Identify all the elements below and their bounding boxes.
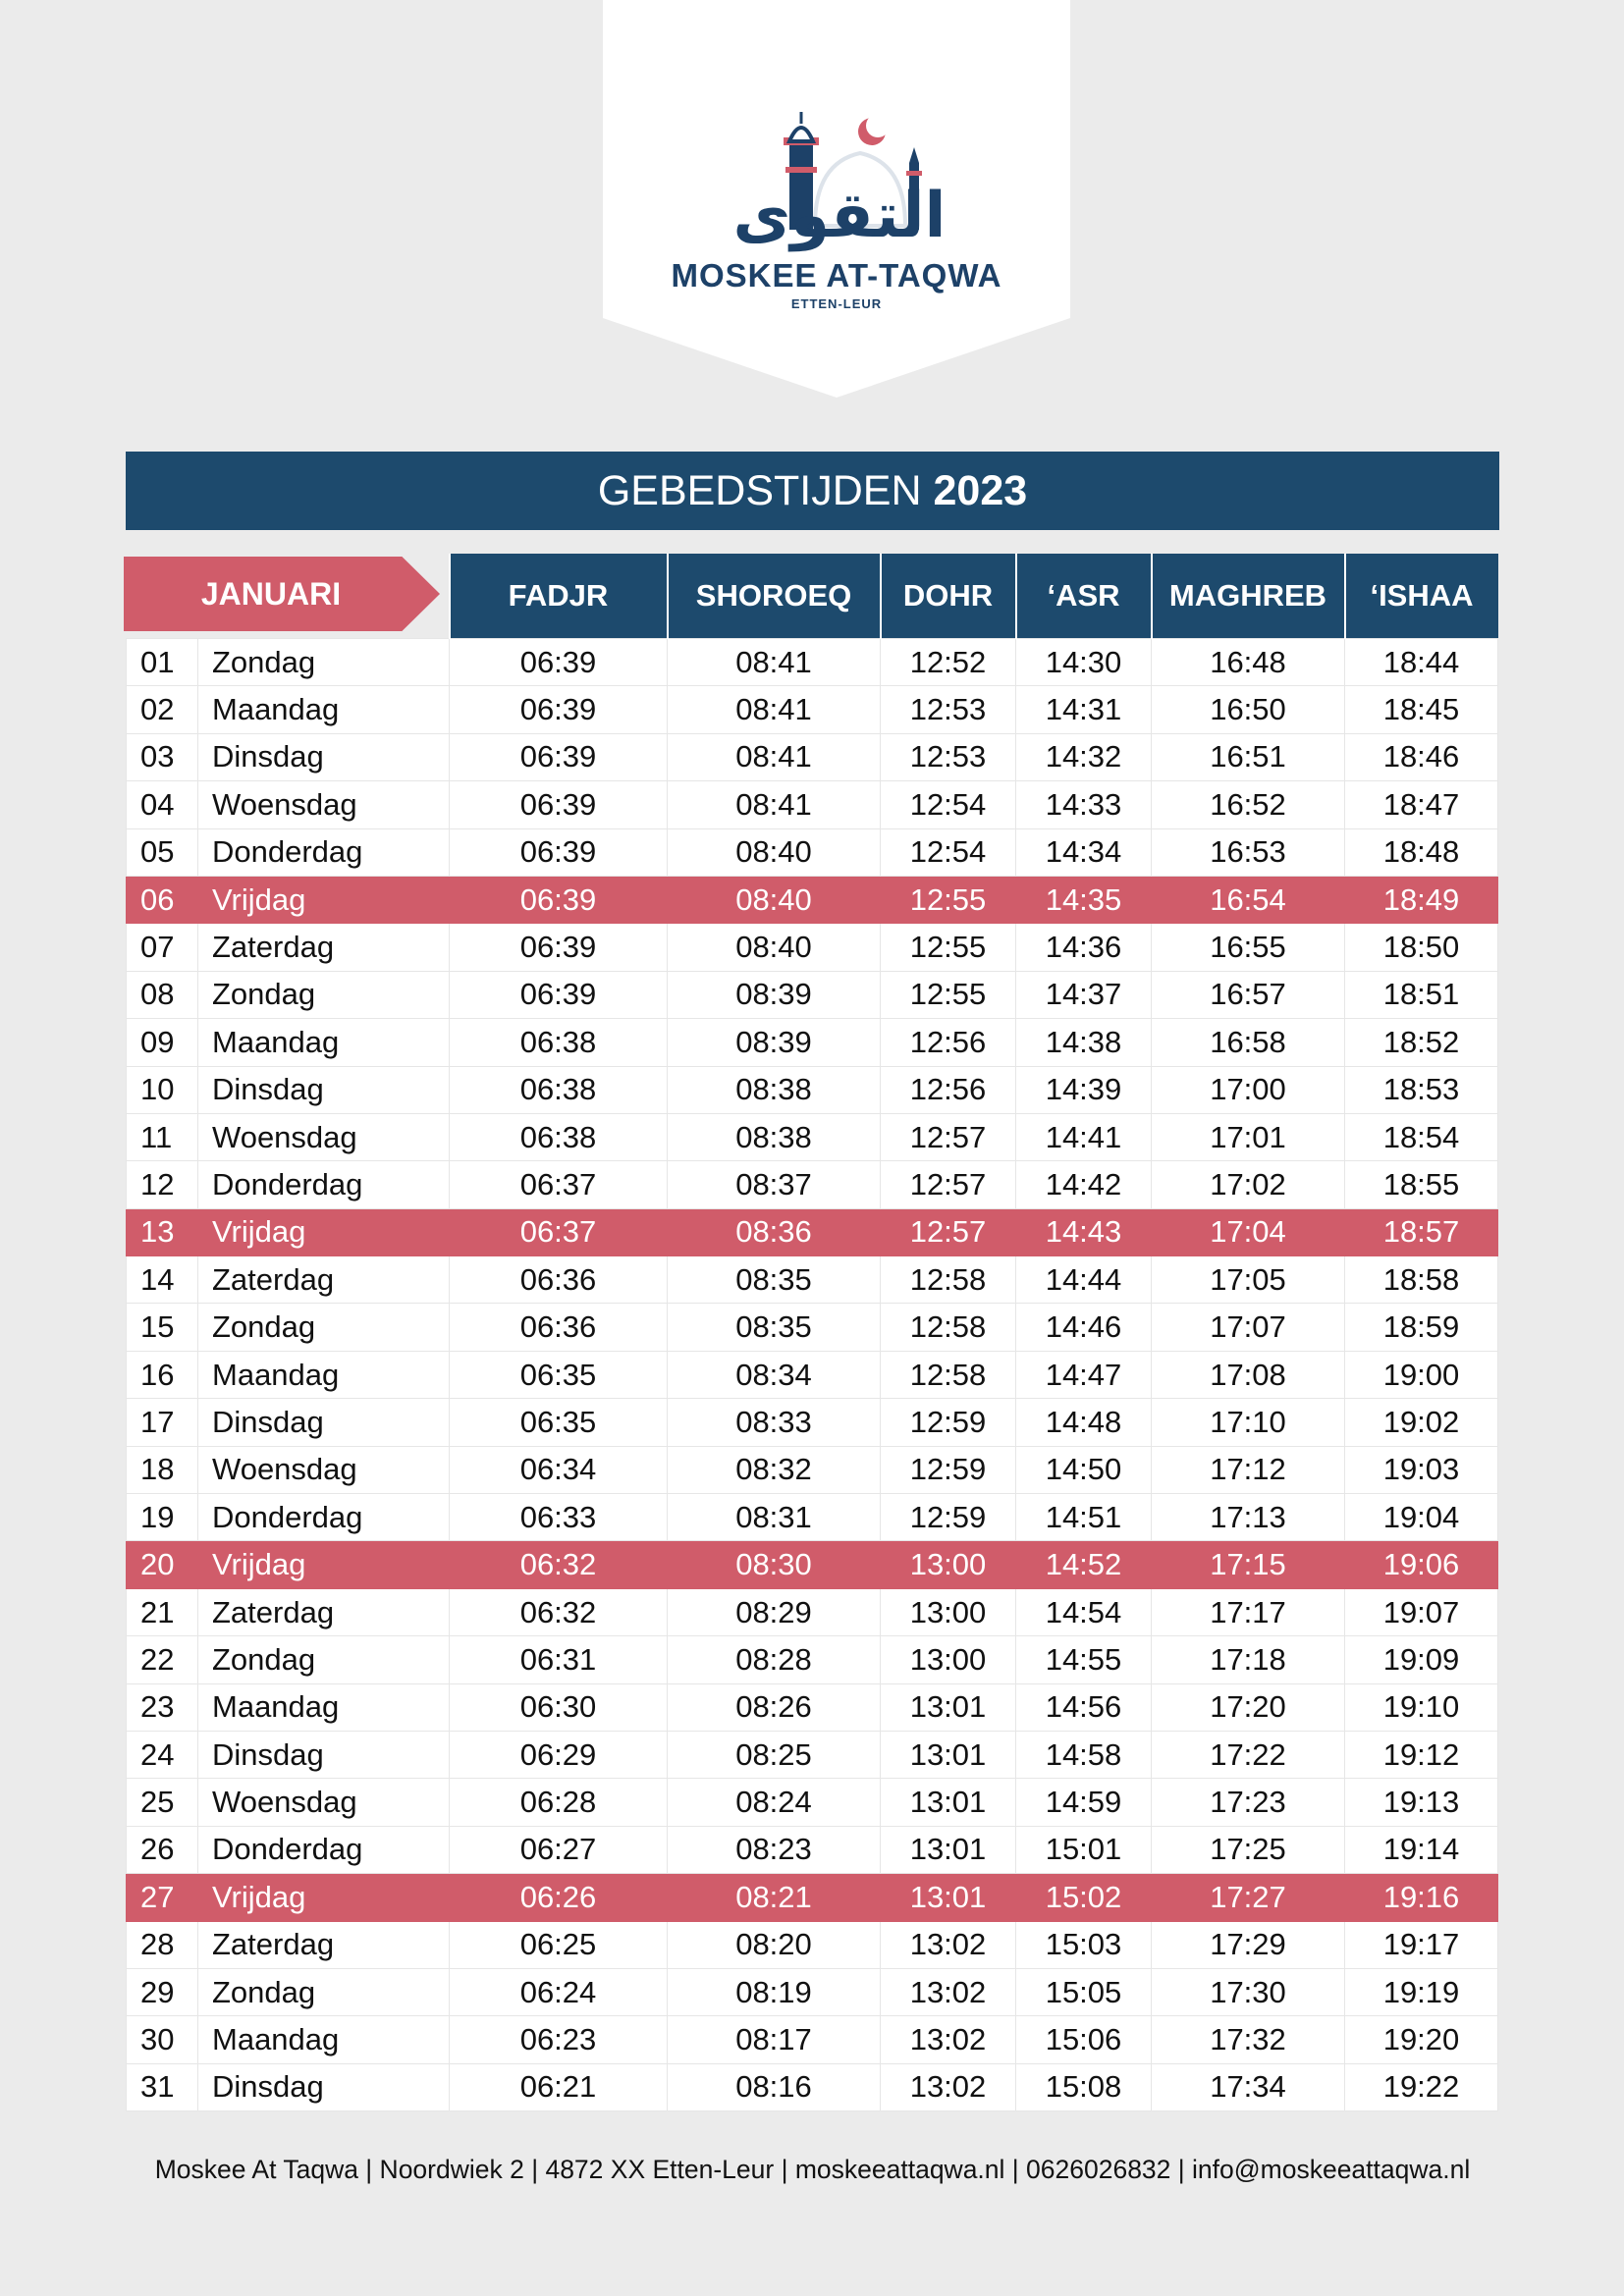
maghreb-time-cell: 17:10 — [1152, 1399, 1345, 1446]
day-number-cell: 12 — [127, 1161, 198, 1208]
day-number-cell: 15 — [127, 1304, 198, 1351]
table-row — [127, 2063, 1498, 2110]
ishaa-time-cell: 18:51 — [1345, 971, 1498, 1018]
maghreb-time-cell: 16:52 — [1152, 781, 1345, 828]
weekday-cell: Vrijdag — [198, 1541, 450, 1588]
ishaa-time-cell: 19:09 — [1345, 1636, 1498, 1683]
weekday-cell: Zondag — [198, 1968, 450, 2015]
maghreb-time-cell: 17:00 — [1152, 1066, 1345, 1113]
asr-time-cell: 14:48 — [1016, 1399, 1152, 1446]
shoroeq-time-cell: 08:36 — [668, 1208, 881, 1255]
day-number-cell: 06 — [127, 876, 198, 923]
dohr-time-cell: 13:01 — [881, 1826, 1016, 1873]
asr-time-cell: 14:37 — [1016, 971, 1152, 1018]
day-number-cell: 01 — [127, 639, 198, 686]
table-row — [127, 686, 1498, 733]
dohr-time-cell: 12:55 — [881, 924, 1016, 971]
shoroeq-time-cell: 08:40 — [668, 924, 881, 971]
shoroeq-time-cell: 08:39 — [668, 1019, 881, 1066]
day-number-cell: 23 — [127, 1683, 198, 1731]
weekday-cell: Dinsdag — [198, 1399, 450, 1446]
fadjr-time-cell: 06:27 — [450, 1826, 668, 1873]
asr-time-cell: 14:32 — [1016, 733, 1152, 780]
ishaa-time-cell: 18:50 — [1345, 924, 1498, 971]
day-number-cell: 13 — [127, 1208, 198, 1255]
ishaa-time-cell: 19:00 — [1345, 1351, 1498, 1398]
asr-time-cell: 14:47 — [1016, 1351, 1152, 1398]
title-year: 2023 — [933, 467, 1028, 514]
fadjr-time-cell: 06:39 — [450, 828, 668, 876]
weekday-cell: Zaterdag — [198, 1921, 450, 1968]
day-number-cell: 09 — [127, 1019, 198, 1066]
dohr-time-cell: 13:01 — [881, 1874, 1016, 1921]
ishaa-time-cell: 18:52 — [1345, 1019, 1498, 1066]
shoroeq-time-cell: 08:32 — [668, 1446, 881, 1493]
shoroeq-time-cell: 08:40 — [668, 828, 881, 876]
maghreb-time-cell: 17:01 — [1152, 1113, 1345, 1160]
asr-time-cell: 14:34 — [1016, 828, 1152, 876]
fadjr-time-cell: 06:32 — [450, 1541, 668, 1588]
fadjr-time-cell: 06:30 — [450, 1683, 668, 1731]
prayer-times-table — [126, 554, 1498, 2111]
shoroeq-time-cell: 08:17 — [668, 2016, 881, 2063]
maghreb-time-cell: 16:54 — [1152, 876, 1345, 923]
shoroeq-time-cell: 08:41 — [668, 733, 881, 780]
ishaa-time-cell: 19:02 — [1345, 1399, 1498, 1446]
dohr-time-cell: 13:01 — [881, 1779, 1016, 1826]
table-row — [127, 1304, 1498, 1351]
maghreb-time-cell: 17:17 — [1152, 1588, 1345, 1635]
table-row — [127, 639, 1498, 686]
fadjr-time-cell: 06:29 — [450, 1731, 668, 1778]
fadjr-time-cell: 06:28 — [450, 1779, 668, 1826]
ishaa-time-cell: 19:04 — [1345, 1494, 1498, 1541]
table-row — [127, 1636, 1498, 1683]
ishaa-time-cell: 19:03 — [1345, 1446, 1498, 1493]
asr-time-cell: 14:55 — [1016, 1636, 1152, 1683]
fadjr-time-cell: 06:37 — [450, 1208, 668, 1255]
table-row — [127, 1921, 1498, 1968]
asr-time-cell: 14:56 — [1016, 1683, 1152, 1731]
day-number-cell: 31 — [127, 2063, 198, 2110]
maghreb-time-cell: 17:08 — [1152, 1351, 1345, 1398]
shoroeq-time-cell: 08:28 — [668, 1636, 881, 1683]
table-row — [127, 1208, 1498, 1255]
weekday-cell: Vrijdag — [198, 876, 450, 923]
fadjr-time-cell: 06:38 — [450, 1066, 668, 1113]
shoroeq-time-cell: 08:41 — [668, 639, 881, 686]
asr-time-cell: 14:41 — [1016, 1113, 1152, 1160]
fadjr-time-cell: 06:35 — [450, 1399, 668, 1446]
maghreb-time-cell: 17:27 — [1152, 1874, 1345, 1921]
table-row — [127, 1683, 1498, 1731]
day-number-cell: 27 — [127, 1874, 198, 1921]
dohr-time-cell: 13:02 — [881, 2016, 1016, 2063]
asr-time-cell: 14:30 — [1016, 639, 1152, 686]
dohr-time-cell: 13:01 — [881, 1731, 1016, 1778]
day-number-cell: 14 — [127, 1256, 198, 1304]
fadjr-time-cell: 06:21 — [450, 2063, 668, 2110]
table-row — [127, 781, 1498, 828]
day-number-cell: 19 — [127, 1494, 198, 1541]
table-row — [127, 1731, 1498, 1778]
ishaa-time-cell: 19:22 — [1345, 2063, 1498, 2110]
maghreb-time-cell: 16:48 — [1152, 639, 1345, 686]
table-row — [127, 971, 1498, 1018]
dohr-time-cell: 12:54 — [881, 828, 1016, 876]
asr-time-cell: 14:52 — [1016, 1541, 1152, 1588]
dohr-time-cell: 12:59 — [881, 1446, 1016, 1493]
table-row — [127, 2016, 1498, 2063]
ishaa-time-cell: 18:59 — [1345, 1304, 1498, 1351]
dohr-time-cell: 12:57 — [881, 1161, 1016, 1208]
asr-time-cell: 14:42 — [1016, 1161, 1152, 1208]
day-number-cell: 26 — [127, 1826, 198, 1873]
weekday-cell: Maandag — [198, 1683, 450, 1731]
fadjr-time-cell: 06:39 — [450, 639, 668, 686]
table-row — [127, 1351, 1498, 1398]
asr-time-cell: 14:51 — [1016, 1494, 1152, 1541]
table-row — [127, 1541, 1498, 1588]
weekday-cell: Donderdag — [198, 828, 450, 876]
asr-time-cell: 14:59 — [1016, 1779, 1152, 1826]
weekday-cell: Zaterdag — [198, 924, 450, 971]
maghreb-time-cell: 16:58 — [1152, 1019, 1345, 1066]
dohr-time-cell: 12:55 — [881, 876, 1016, 923]
maghreb-time-cell: 17:15 — [1152, 1541, 1345, 1588]
maghreb-time-cell: 17:05 — [1152, 1256, 1345, 1304]
shoroeq-time-cell: 08:37 — [668, 1161, 881, 1208]
weekday-cell: Woensdag — [198, 1446, 450, 1493]
weekday-cell: Zondag — [198, 971, 450, 1018]
ishaa-time-cell: 19:07 — [1345, 1588, 1498, 1635]
day-number-cell: 18 — [127, 1446, 198, 1493]
table-row — [127, 1399, 1498, 1446]
ishaa-time-cell: 18:55 — [1345, 1161, 1498, 1208]
dohr-time-cell: 13:01 — [881, 1683, 1016, 1731]
maghreb-time-cell: 17:04 — [1152, 1208, 1345, 1255]
dohr-time-cell: 13:02 — [881, 1921, 1016, 1968]
table-row — [127, 924, 1498, 971]
fadjr-time-cell: 06:23 — [450, 2016, 668, 2063]
month-label: JANUARI — [200, 576, 342, 612]
asr-time-cell: 14:58 — [1016, 1731, 1152, 1778]
day-number-cell: 28 — [127, 1921, 198, 1968]
asr-time-cell: 15:08 — [1016, 2063, 1152, 2110]
dohr-time-cell: 12:56 — [881, 1019, 1016, 1066]
fadjr-time-cell: 06:39 — [450, 971, 668, 1018]
shoroeq-time-cell: 08:26 — [668, 1683, 881, 1731]
col-header-dohr: DOHR — [881, 554, 1016, 639]
dohr-time-cell: 12:52 — [881, 639, 1016, 686]
shoroeq-time-cell: 08:23 — [668, 1826, 881, 1873]
dohr-time-cell: 12:54 — [881, 781, 1016, 828]
maghreb-time-cell: 16:51 — [1152, 733, 1345, 780]
asr-time-cell: 14:33 — [1016, 781, 1152, 828]
ishaa-time-cell: 18:57 — [1345, 1208, 1498, 1255]
shoroeq-time-cell: 08:16 — [668, 2063, 881, 2110]
ishaa-time-cell: 18:53 — [1345, 1066, 1498, 1113]
day-number-cell: 30 — [127, 2016, 198, 2063]
day-number-cell: 08 — [127, 971, 198, 1018]
table-row — [127, 828, 1498, 876]
weekday-cell: Zaterdag — [198, 1588, 450, 1635]
day-number-cell: 16 — [127, 1351, 198, 1398]
ishaa-time-cell: 19:10 — [1345, 1683, 1498, 1731]
weekday-cell: Maandag — [198, 686, 450, 733]
asr-time-cell: 14:39 — [1016, 1066, 1152, 1113]
weekday-cell: Maandag — [198, 1351, 450, 1398]
asr-time-cell: 15:01 — [1016, 1826, 1152, 1873]
maghreb-time-cell: 17:12 — [1152, 1446, 1345, 1493]
maghreb-time-cell: 17:13 — [1152, 1494, 1345, 1541]
weekday-cell: Vrijdag — [198, 1208, 450, 1255]
table-row — [127, 876, 1498, 923]
dohr-time-cell: 12:57 — [881, 1208, 1016, 1255]
shoroeq-time-cell: 08:21 — [668, 1874, 881, 1921]
maghreb-time-cell: 17:25 — [1152, 1826, 1345, 1873]
maghreb-time-cell: 16:53 — [1152, 828, 1345, 876]
dohr-time-cell: 12:57 — [881, 1113, 1016, 1160]
fadjr-time-cell: 06:38 — [450, 1019, 668, 1066]
shoroeq-time-cell: 08:30 — [668, 1541, 881, 1588]
table-row — [127, 1066, 1498, 1113]
asr-time-cell: 14:38 — [1016, 1019, 1152, 1066]
asr-time-cell: 14:36 — [1016, 924, 1152, 971]
day-number-cell: 04 — [127, 781, 198, 828]
day-number-cell: 25 — [127, 1779, 198, 1826]
asr-time-cell: 14:44 — [1016, 1256, 1152, 1304]
fadjr-time-cell: 06:32 — [450, 1588, 668, 1635]
table-row — [127, 1113, 1498, 1160]
ishaa-time-cell: 19:17 — [1345, 1921, 1498, 1968]
shoroeq-time-cell: 08:38 — [668, 1113, 881, 1160]
col-header-maghreb: MAGHREB — [1152, 554, 1345, 639]
shoroeq-time-cell: 08:33 — [668, 1399, 881, 1446]
dohr-time-cell: 13:02 — [881, 1968, 1016, 2015]
maghreb-time-cell: 17:29 — [1152, 1921, 1345, 1968]
table-row — [127, 1968, 1498, 2015]
fadjr-time-cell: 06:31 — [450, 1636, 668, 1683]
asr-time-cell: 15:03 — [1016, 1921, 1152, 1968]
ishaa-time-cell: 18:58 — [1345, 1256, 1498, 1304]
asr-time-cell: 14:54 — [1016, 1588, 1152, 1635]
day-number-cell: 10 — [127, 1066, 198, 1113]
shoroeq-time-cell: 08:41 — [668, 781, 881, 828]
maghreb-time-cell: 17:18 — [1152, 1636, 1345, 1683]
shoroeq-time-cell: 08:20 — [668, 1921, 881, 1968]
weekday-cell: Donderdag — [198, 1826, 450, 1873]
dohr-time-cell: 12:58 — [881, 1304, 1016, 1351]
asr-time-cell: 15:05 — [1016, 1968, 1152, 2015]
shoroeq-time-cell: 08:41 — [668, 686, 881, 733]
asr-time-cell: 14:35 — [1016, 876, 1152, 923]
dohr-time-cell: 13:00 — [881, 1636, 1016, 1683]
ishaa-time-cell: 19:14 — [1345, 1826, 1498, 1873]
dohr-time-cell: 12:56 — [881, 1066, 1016, 1113]
maghreb-time-cell: 16:57 — [1152, 971, 1345, 1018]
weekday-cell: Dinsdag — [198, 1731, 450, 1778]
day-number-cell: 17 — [127, 1399, 198, 1446]
dohr-time-cell: 13:00 — [881, 1588, 1016, 1635]
table-row — [127, 1588, 1498, 1635]
fadjr-time-cell: 06:34 — [450, 1446, 668, 1493]
asr-time-cell: 14:50 — [1016, 1446, 1152, 1493]
maghreb-time-cell: 17:34 — [1152, 2063, 1345, 2110]
col-header-ishaa: ‘ISHAA — [1345, 554, 1498, 639]
day-number-cell: 03 — [127, 733, 198, 780]
dohr-time-cell: 12:59 — [881, 1399, 1016, 1446]
ishaa-time-cell: 19:12 — [1345, 1731, 1498, 1778]
table-row — [127, 1494, 1498, 1541]
fadjr-time-cell: 06:24 — [450, 1968, 668, 2015]
dohr-time-cell: 12:58 — [881, 1256, 1016, 1304]
maghreb-time-cell: 17:23 — [1152, 1779, 1345, 1826]
ishaa-time-cell: 19:16 — [1345, 1874, 1498, 1921]
maghreb-time-cell: 16:50 — [1152, 686, 1345, 733]
table-row — [127, 1826, 1498, 1873]
maghreb-time-cell: 17:07 — [1152, 1304, 1345, 1351]
ishaa-time-cell: 18:48 — [1345, 828, 1498, 876]
logo-location: ETTEN-LEUR — [790, 296, 883, 311]
ishaa-time-cell: 19:20 — [1345, 2016, 1498, 2063]
dohr-time-cell: 12:58 — [881, 1351, 1016, 1398]
shoroeq-time-cell: 08:40 — [668, 876, 881, 923]
ishaa-time-cell: 19:19 — [1345, 1968, 1498, 2015]
weekday-cell: Vrijdag — [198, 1874, 450, 1921]
fadjr-time-cell: 06:36 — [450, 1304, 668, 1351]
fadjr-time-cell: 06:39 — [450, 876, 668, 923]
fadjr-time-cell: 06:26 — [450, 1874, 668, 1921]
maghreb-time-cell: 17:22 — [1152, 1731, 1345, 1778]
fadjr-time-cell: 06:25 — [450, 1921, 668, 1968]
fadjr-time-cell: 06:37 — [450, 1161, 668, 1208]
footer-contact: Moskee At Taqwa | Noordwiek 2 | 4872 XX Etten-Leur | moskeeattaqwa.nl | 0626026832 | info@moskeeattaqwa.nl — [154, 2155, 1471, 2184]
asr-time-cell: 14:43 — [1016, 1208, 1152, 1255]
page-title — [126, 452, 1499, 530]
ishaa-time-cell: 19:06 — [1345, 1541, 1498, 1588]
table-row — [127, 1779, 1498, 1826]
table-row — [127, 733, 1498, 780]
table-row — [127, 1161, 1498, 1208]
maghreb-time-cell: 16:55 — [1152, 924, 1345, 971]
ishaa-time-cell: 18:44 — [1345, 639, 1498, 686]
fadjr-time-cell: 06:36 — [450, 1256, 668, 1304]
weekday-cell: Dinsdag — [198, 2063, 450, 2110]
ishaa-time-cell: 19:13 — [1345, 1779, 1498, 1826]
weekday-cell: Woensdag — [198, 781, 450, 828]
dohr-time-cell: 13:02 — [881, 2063, 1016, 2110]
weekday-cell: Donderdag — [198, 1161, 450, 1208]
fadjr-time-cell: 06:39 — [450, 924, 668, 971]
ishaa-time-cell: 18:47 — [1345, 781, 1498, 828]
day-number-cell: 02 — [127, 686, 198, 733]
shoroeq-time-cell: 08:35 — [668, 1304, 881, 1351]
day-number-cell: 22 — [127, 1636, 198, 1683]
col-header-shoroeq: SHOROEQ — [668, 554, 881, 639]
weekday-cell: Dinsdag — [198, 1066, 450, 1113]
shoroeq-time-cell: 08:25 — [668, 1731, 881, 1778]
day-number-cell: 24 — [127, 1731, 198, 1778]
shoroeq-time-cell: 08:19 — [668, 1968, 881, 2015]
day-number-cell: 11 — [127, 1113, 198, 1160]
weekday-cell: Woensdag — [198, 1113, 450, 1160]
fadjr-time-cell: 06:35 — [450, 1351, 668, 1398]
shoroeq-time-cell: 08:34 — [668, 1351, 881, 1398]
dohr-time-cell: 12:53 — [881, 733, 1016, 780]
ishaa-time-cell: 18:46 — [1345, 733, 1498, 780]
table-row — [127, 1019, 1498, 1066]
dohr-time-cell: 12:53 — [881, 686, 1016, 733]
asr-time-cell: 14:31 — [1016, 686, 1152, 733]
weekday-cell: Maandag — [198, 1019, 450, 1066]
weekday-cell: Donderdag — [198, 1494, 450, 1541]
table-body — [127, 639, 1498, 2111]
fadjr-time-cell: 06:38 — [450, 1113, 668, 1160]
fadjr-time-cell: 06:39 — [450, 686, 668, 733]
shoroeq-time-cell: 08:24 — [668, 1779, 881, 1826]
weekday-cell: Woensdag — [198, 1779, 450, 1826]
day-number-cell: 05 — [127, 828, 198, 876]
fadjr-time-cell: 06:39 — [450, 781, 668, 828]
maghreb-time-cell: 17:32 — [1152, 2016, 1345, 2063]
weekday-cell: Zondag — [198, 639, 450, 686]
dohr-time-cell: 12:59 — [881, 1494, 1016, 1541]
fadjr-time-cell: 06:39 — [450, 733, 668, 780]
day-number-cell: 29 — [127, 1968, 198, 2015]
col-header-fadjr: FADJR — [450, 554, 668, 639]
day-number-cell: 20 — [127, 1541, 198, 1588]
maghreb-time-cell: 17:02 — [1152, 1161, 1345, 1208]
title-prefix: GEBEDSTIJDEN — [597, 467, 922, 514]
weekday-cell: Maandag — [198, 2016, 450, 2063]
logo-name: MOSKEE AT-TAQWA — [671, 257, 1002, 294]
weekday-cell: Dinsdag — [198, 733, 450, 780]
shoroeq-time-cell: 08:39 — [668, 971, 881, 1018]
fadjr-time-cell: 06:33 — [450, 1494, 668, 1541]
maghreb-time-cell: 17:20 — [1152, 1683, 1345, 1731]
ishaa-time-cell: 18:54 — [1345, 1113, 1498, 1160]
dohr-time-cell: 12:55 — [881, 971, 1016, 1018]
shoroeq-time-cell: 08:29 — [668, 1588, 881, 1635]
day-number-cell: 21 — [127, 1588, 198, 1635]
dohr-time-cell: 13:00 — [881, 1541, 1016, 1588]
shoroeq-time-cell: 08:35 — [668, 1256, 881, 1304]
col-header-asr: ‘ASR — [1016, 554, 1152, 639]
asr-time-cell: 14:46 — [1016, 1304, 1152, 1351]
asr-time-cell: 15:06 — [1016, 2016, 1152, 2063]
weekday-cell: Zondag — [198, 1636, 450, 1683]
ishaa-time-cell: 18:45 — [1345, 686, 1498, 733]
table-row — [127, 1256, 1498, 1304]
shoroeq-time-cell: 08:38 — [668, 1066, 881, 1113]
logo-arabic-text: التقوى — [732, 180, 947, 252]
maghreb-time-cell: 17:30 — [1152, 1968, 1345, 2015]
table-row — [127, 1446, 1498, 1493]
asr-time-cell: 15:02 — [1016, 1874, 1152, 1921]
weekday-cell: Zondag — [198, 1304, 450, 1351]
ishaa-time-cell: 18:49 — [1345, 876, 1498, 923]
weekday-cell: Zaterdag — [198, 1256, 450, 1304]
shoroeq-time-cell: 08:31 — [668, 1494, 881, 1541]
day-number-cell: 07 — [127, 924, 198, 971]
table-row — [127, 1874, 1498, 1921]
